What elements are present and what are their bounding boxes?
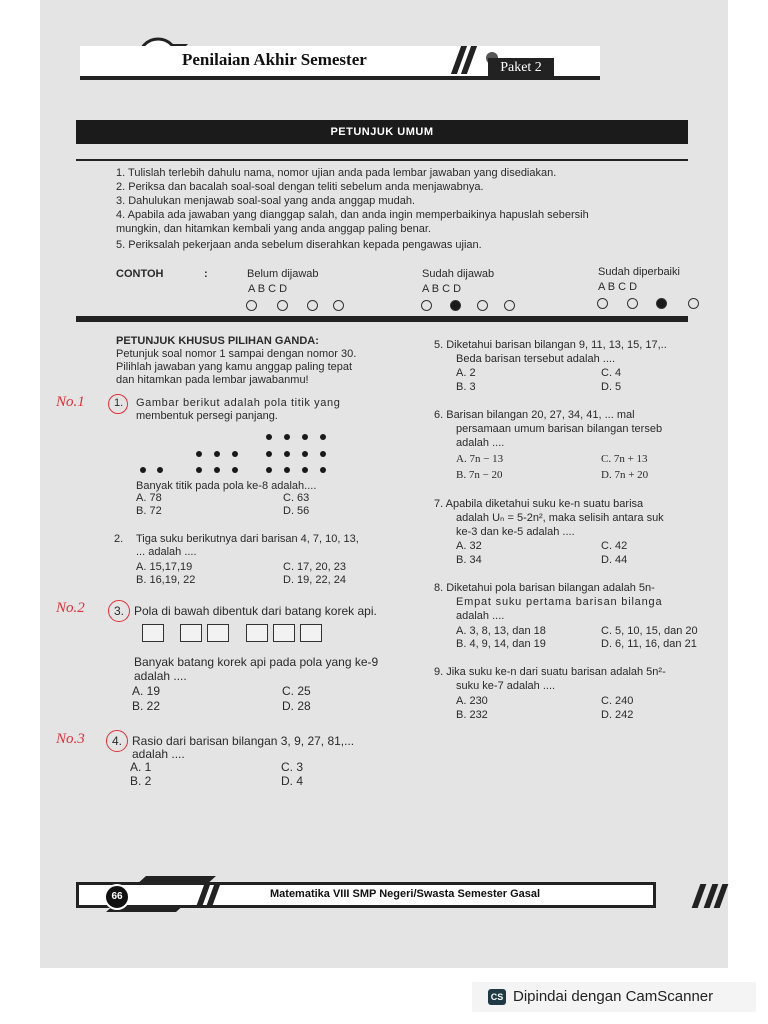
- example-colon: :: [204, 268, 208, 280]
- question-prompt: adalah ....: [134, 669, 187, 683]
- option-a: A. 32: [456, 540, 482, 552]
- page-number: 66: [104, 884, 130, 910]
- option-c: C. 25: [282, 684, 311, 698]
- paket-label: Paket 2: [488, 58, 554, 78]
- question-prompt: Banyak batang korek api pada pola yang ke-9: [134, 655, 379, 669]
- option-b: B. 4, 9, 14, dan 19: [456, 638, 546, 650]
- question-text: 5. Diketahui barisan bilangan 9, 11, 13, 15, 17,..: [434, 339, 667, 351]
- option-a: A. 19: [132, 684, 161, 698]
- option-c: C. 42: [601, 540, 628, 552]
- option-c: C. 3: [281, 760, 304, 774]
- option-a: A. 15,17,19: [136, 561, 193, 573]
- option-c: C. 63: [283, 492, 310, 504]
- instruction-item: mungkin, dan hitamkan kembali yang anda anggap paling benar.: [116, 223, 431, 235]
- question-text: 6. Barisan bilangan 20, 27, 34, 41, ... mal: [434, 409, 635, 421]
- question-number: 1.: [114, 397, 124, 409]
- option-c: C. 5, 10, 15, dan 20: [601, 625, 698, 637]
- question-text: Rasio dari barisan bilangan 3, 9, 27, 81,...: [132, 734, 355, 748]
- answer-bubble-filled: [656, 298, 667, 309]
- instruction-item: 4. Apabila ada jawaban yang dianggap salah, dan anda ingin memperbaikinya hapuslah sebersih: [116, 209, 589, 221]
- camscanner-logo-icon: CS: [488, 989, 506, 1005]
- instruction-item: 5. Periksalah pekerjaan anda sebelum diserahkan kepada pengawas ujian.: [116, 239, 482, 251]
- answer-bubble: [307, 300, 318, 311]
- scanner-watermark-text: Dipindai dengan CamScanner: [513, 988, 714, 1005]
- question-text: Empat suku pertama barisan bilanga: [456, 596, 663, 608]
- question-text: suku ke-7 adalah ....: [456, 680, 556, 692]
- example-letters: A B C D: [248, 283, 288, 295]
- question-text: 8. Diketahui pola barisan bilangan adalah 5n-: [434, 582, 655, 594]
- answer-bubble: [333, 300, 344, 311]
- option-c: C. 4: [601, 367, 622, 379]
- header-title: Penilaian Akhir Semester: [182, 50, 367, 69]
- question-number: 3.: [114, 604, 125, 618]
- handwritten-note: No.1: [56, 394, 85, 410]
- instruction-item: 1. Tulislah terlebih dahulu nama, nomor ujian anda pada lembar jawaban yang disediakan.: [116, 167, 557, 179]
- question-text: ke-3 dan ke-5 adalah ....: [456, 526, 575, 538]
- option-a: A. 78: [136, 492, 162, 504]
- option-d: D. 7n + 20: [601, 469, 649, 481]
- option-d: D. 6, 11, 16, dan 21: [601, 638, 697, 650]
- question-text: Beda barisan tersebut adalah ....: [456, 353, 615, 365]
- divider: [76, 316, 688, 322]
- instruction-item: 2. Periksa dan bacalah soal-soal dengan teliti sebelum anda menjawabnya.: [116, 181, 484, 193]
- special-instruction-line: Pilihlah jawaban yang kamu anggap paling tepat: [116, 361, 353, 373]
- option-a: A. 2: [456, 367, 476, 379]
- example-answered-label: Sudah dijawab: [422, 268, 495, 280]
- option-a: A. 230: [456, 695, 488, 707]
- example-letters: A B C D: [422, 283, 462, 295]
- special-instruction-line: Petunjuk soal nomor 1 sampai dengan nomor 30.: [116, 348, 357, 360]
- option-b: B. 34: [456, 554, 482, 566]
- option-c: C. 7n + 13: [601, 453, 648, 465]
- question-text: Pola di bawah dibentuk dari batang korek api.: [134, 604, 377, 618]
- instruction-item: 3. Dahulukan menjawab soal-soal yang anda anggap mudah.: [116, 195, 416, 207]
- option-a: A. 1: [130, 760, 152, 774]
- handwritten-note: No.3: [56, 731, 85, 747]
- option-d: D. 44: [601, 554, 628, 566]
- option-b: B. 232: [456, 709, 488, 721]
- option-b: B. 7n − 20: [456, 469, 503, 481]
- footer-text: Matematika VIII SMP Negeri/Swasta Semester Gasal: [270, 888, 541, 900]
- question-text: 7. Apabila diketahui suku ke-n suatu barisa: [434, 498, 644, 510]
- option-a: A. 7n − 13: [456, 453, 504, 465]
- answer-bubble: [688, 298, 699, 309]
- question-text: adalah ....: [456, 610, 505, 622]
- answer-bubble: [246, 300, 257, 311]
- option-b: B. 2: [130, 774, 152, 788]
- example-corrected-label: Sudah diperbaiki: [598, 266, 680, 278]
- option-b: B. 16,19, 22: [136, 574, 196, 586]
- example-label: CONTOH: [116, 268, 164, 280]
- option-c: C. 17, 20, 23: [283, 561, 346, 573]
- option-d: D. 4: [281, 774, 304, 788]
- question-text: adalah ....: [132, 747, 185, 761]
- question-text: adalah Uₙ = 5-2n², maka selisih antara suk: [456, 512, 664, 524]
- question-number: 4.: [112, 734, 123, 748]
- option-b: B. 22: [132, 699, 161, 713]
- question-text: membentuk persegi panjang.: [136, 410, 278, 422]
- answer-bubble: [277, 300, 288, 311]
- option-a: A. 3, 8, 13, dan 18: [456, 625, 546, 637]
- question-number: 2.: [114, 533, 124, 545]
- question-text: adalah ....: [456, 437, 505, 449]
- example-letters: A B C D: [598, 281, 638, 293]
- option-d: D. 5: [601, 381, 622, 393]
- question-text: ... adalah ....: [136, 546, 197, 558]
- divider: [76, 159, 688, 161]
- special-instructions-title: PETUNJUK KHUSUS PILIHAN GANDA:: [116, 335, 319, 347]
- option-d: D. 242: [601, 709, 634, 721]
- special-instruction-line: dan hitamkan pada lembar jawabanmu!: [116, 374, 309, 386]
- answer-bubble: [627, 298, 638, 309]
- handwritten-note: No.2: [56, 600, 85, 616]
- question-text: 9. Jika suku ke-n dari suatu barisan adalah 5n²-: [434, 666, 666, 678]
- general-instructions-banner: PETUNJUK UMUM: [76, 120, 688, 144]
- option-b: B. 3: [456, 381, 476, 393]
- option-b: B. 72: [136, 505, 162, 517]
- option-d: D. 28: [282, 699, 311, 713]
- example-unanswered-label: Belum dijawab: [247, 268, 319, 280]
- answer-bubble: [477, 300, 488, 311]
- question-text: Tiga suku berikutnya dari barisan 4, 7, 10, 13,: [136, 533, 359, 545]
- question-prompt: Banyak titik pada pola ke-8 adalah....: [136, 480, 317, 492]
- answer-bubble: [504, 300, 515, 311]
- question-text: persamaan umum barisan bilangan terseb: [456, 423, 663, 435]
- answer-bubble: [597, 298, 608, 309]
- option-c: C. 240: [601, 695, 634, 707]
- answer-bubble-filled: [450, 300, 461, 311]
- option-d: D. 19, 22, 24: [283, 574, 346, 586]
- option-d: D. 56: [283, 505, 310, 517]
- question-text: Gambar berikut adalah pola titik yang: [136, 397, 341, 409]
- answer-bubble: [421, 300, 432, 311]
